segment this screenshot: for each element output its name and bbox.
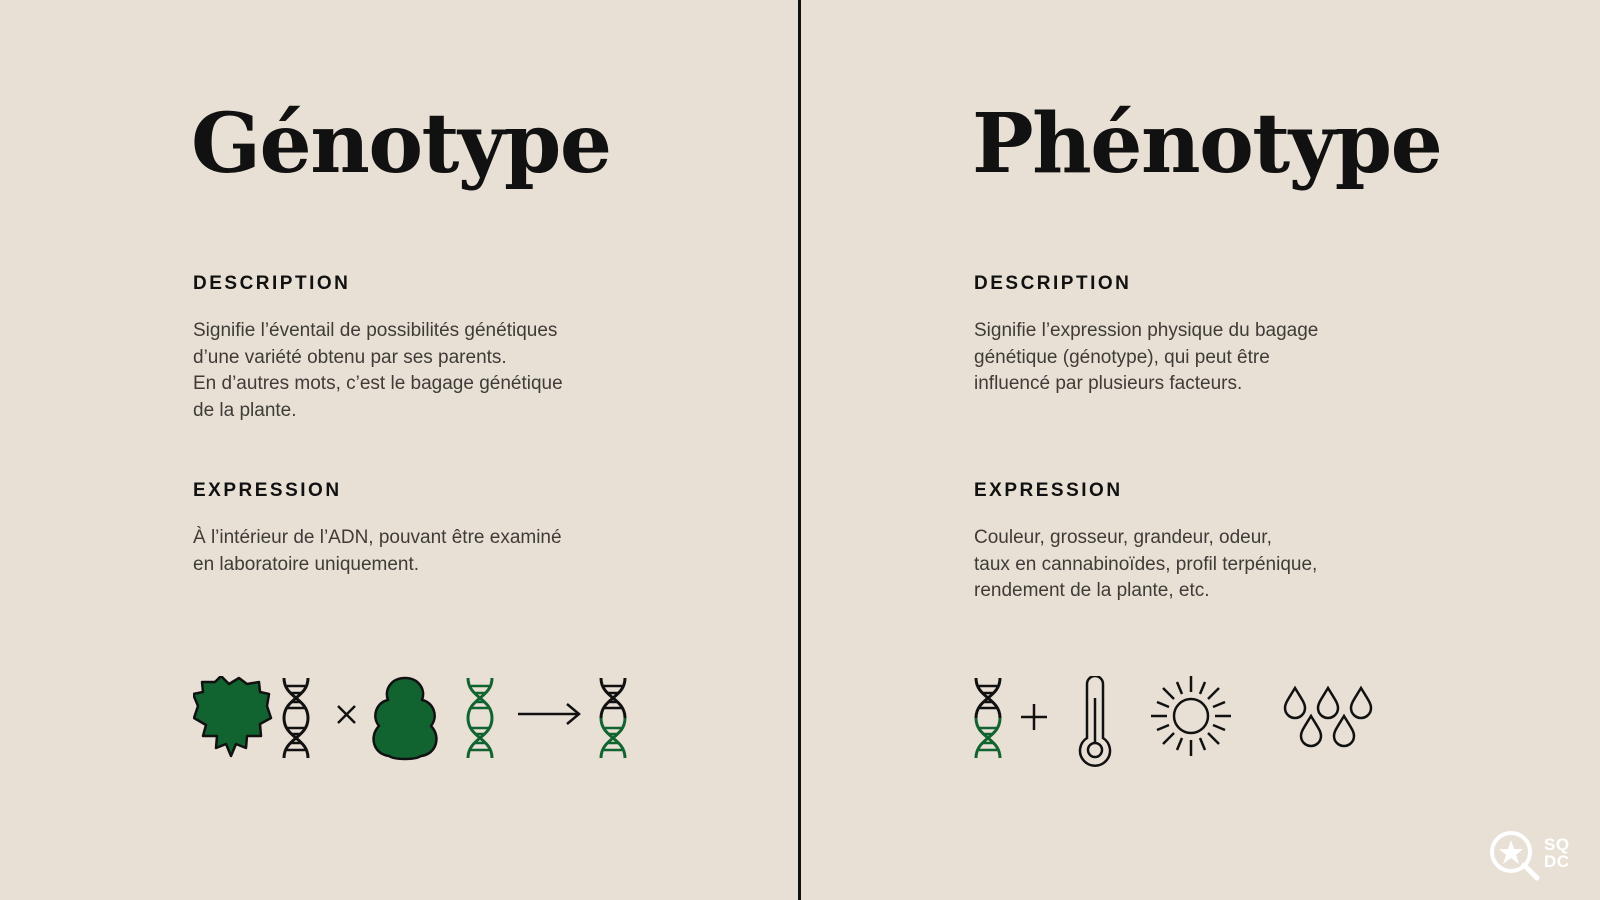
phenotype-description-text: Signifie l’expression physique du bagage génétique (génotype), qui peut être influencé par plusieurs facteurs.	[974, 320, 1319, 394]
sun-icon	[1151, 676, 1231, 756]
dna-icon	[468, 678, 492, 758]
genotype-expression-heading: EXPRESSION	[193, 480, 342, 501]
sqdc-logo-icon	[1487, 828, 1543, 884]
phenotype-expression-text: Couleur, grosseur, grandeur, odeur, taux en cannabinoïdes, profil terpénique, rendement de la plante, etc.	[974, 527, 1318, 601]
plus-icon	[1021, 704, 1047, 730]
dna-icon	[976, 678, 1000, 758]
center-divider	[798, 0, 801, 900]
genotype-icon-row	[193, 676, 633, 776]
genotype-description-heading: DESCRIPTION	[193, 273, 351, 294]
tree-icon	[374, 678, 437, 759]
water-drops-icon	[1285, 688, 1371, 746]
dna-icon	[601, 678, 625, 758]
sqdc-logo-text: SQ DC	[1544, 835, 1570, 871]
genotype-expression-text: À l’intérieur de l’ADN, pouvant être examiné en laboratoire uniquement.	[193, 527, 562, 575]
phenotype-icon-row	[974, 676, 1394, 776]
dna-icon	[284, 678, 308, 758]
leaf-icon	[193, 676, 271, 756]
arrow-right-icon	[518, 704, 579, 724]
phenotype-description-heading: DESCRIPTION	[974, 273, 1132, 294]
thermometer-icon	[1080, 676, 1110, 766]
genotype-title: Génotype	[191, 96, 611, 192]
times-icon	[338, 706, 355, 723]
phenotype-title: Phénotype	[972, 96, 1442, 192]
genotype-description-text: Signifie l’éventail de possibilités génétiques d’une variété obtenu par ses parents. En d’autres mots, c’est le bagage génétique de la plante.	[193, 320, 563, 421]
phenotype-expression-heading: EXPRESSION	[974, 480, 1123, 501]
